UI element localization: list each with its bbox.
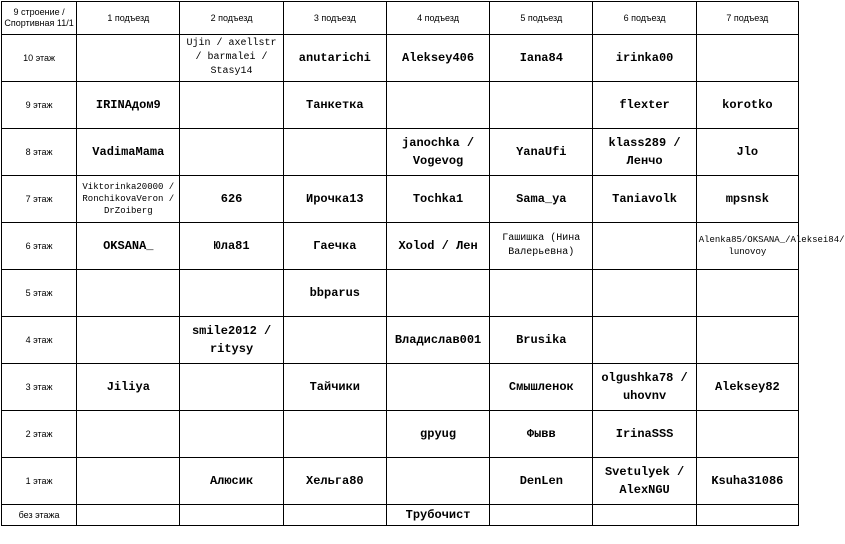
floor-label: 1 этаж <box>2 458 77 505</box>
floor-label: 2 этаж <box>2 411 77 458</box>
resident-cell <box>180 129 283 176</box>
entrance-header-6: 6 подъезд <box>593 2 696 35</box>
resident-cell <box>283 317 386 364</box>
floor-row <box>2 270 799 317</box>
corner-header: 9 строение / Спортивная 11/1 <box>2 2 77 35</box>
resident-cell: Aleksey406 <box>386 35 489 82</box>
resident-cell <box>386 82 489 129</box>
resident-cell: Трубочист <box>386 505 489 526</box>
resident-cell: IRINAдом9 <box>77 82 180 129</box>
resident-cell: Гаечка <box>283 223 386 270</box>
entrance-header-4: 4 подъезд <box>386 2 489 35</box>
resident-cell: Sama_ya <box>490 176 593 223</box>
resident-cell: anutarichi <box>283 35 386 82</box>
floor-label: 4 этаж <box>2 317 77 364</box>
floor-row <box>2 82 799 129</box>
resident-cell: Xolod / Лен <box>386 223 489 270</box>
resident-cell <box>593 505 696 526</box>
resident-cell: Владислав001 <box>386 317 489 364</box>
residents-table <box>1 1 845 526</box>
resident-cell <box>180 270 283 317</box>
resident-cell <box>490 505 593 526</box>
resident-cell: Тайчики <box>283 364 386 411</box>
floor-label: 10 этаж <box>2 35 77 82</box>
resident-cell <box>490 270 593 317</box>
resident-cell <box>283 505 386 526</box>
floor-row <box>2 35 799 82</box>
floor-row <box>2 223 799 270</box>
entrance-header-1: 1 подъезд <box>77 2 180 35</box>
resident-cell: Taniavolk <box>593 176 696 223</box>
resident-cell <box>77 458 180 505</box>
resident-cell: VadimaMama <box>77 129 180 176</box>
resident-cell: mpsnsk <box>696 176 798 223</box>
floor-label: 7 этаж <box>2 176 77 223</box>
resident-cell <box>77 411 180 458</box>
resident-cell: Смышленок <box>490 364 593 411</box>
resident-cell: Iana84 <box>490 35 593 82</box>
floor-label: без этажа <box>2 505 77 526</box>
resident-cell <box>386 364 489 411</box>
resident-cell <box>77 270 180 317</box>
floor-label: 6 этаж <box>2 223 77 270</box>
resident-cell: Ирочка13 <box>283 176 386 223</box>
floor-row <box>2 176 799 223</box>
resident-cell <box>77 317 180 364</box>
resident-cell: YanaUfi <box>490 129 593 176</box>
resident-cell: Ksuha31086 <box>696 458 798 505</box>
entrance-header-5: 5 подъезд <box>490 2 593 35</box>
resident-cell <box>593 317 696 364</box>
floor-row <box>2 505 799 526</box>
resident-cell: korotko <box>696 82 798 129</box>
resident-cell: flexter <box>593 82 696 129</box>
floor-label: 9 этаж <box>2 82 77 129</box>
resident-cell: olgushka78 / uhovnv <box>593 364 696 411</box>
resident-cell <box>180 364 283 411</box>
resident-cell <box>386 458 489 505</box>
resident-cell: Ujin / axellstr / barmalei / Stasy14 <box>180 35 283 82</box>
resident-cell <box>696 270 798 317</box>
resident-cell <box>696 505 798 526</box>
resident-cell <box>283 411 386 458</box>
resident-cell <box>180 411 283 458</box>
resident-cell <box>77 505 180 526</box>
floor-row <box>2 129 799 176</box>
resident-cell: Tochka1 <box>386 176 489 223</box>
floor-row <box>2 364 799 411</box>
resident-cell: irinka00 <box>593 35 696 82</box>
floor-label: 5 этаж <box>2 270 77 317</box>
resident-cell: 626 <box>180 176 283 223</box>
resident-cell <box>386 270 489 317</box>
resident-cell <box>696 411 798 458</box>
resident-cell: DenLen <box>490 458 593 505</box>
entrance-header-3: 3 подъезд <box>283 2 386 35</box>
resident-cell <box>490 82 593 129</box>
resident-cell <box>593 223 696 270</box>
resident-cell: bbparus <box>283 270 386 317</box>
resident-cell: Гашишка (Нина Валерьевна) <box>490 223 593 270</box>
resident-cell: gpyug <box>386 411 489 458</box>
resident-cell: Aleksey82 <box>696 364 798 411</box>
resident-cell <box>593 270 696 317</box>
resident-cell <box>77 35 180 82</box>
resident-cell: Алюсик <box>180 458 283 505</box>
floor-row <box>2 317 799 364</box>
resident-cell: Viktorinka20000 / RonchikovaVeron / DrZoiberg <box>77 176 180 223</box>
floor-row <box>2 458 799 505</box>
floor-label: 3 этаж <box>2 364 77 411</box>
resident-cell <box>283 129 386 176</box>
resident-cell: OKSANA_ <box>77 223 180 270</box>
resident-cell: smile2012 / ritysy <box>180 317 283 364</box>
floor-label: 8 этаж <box>2 129 77 176</box>
resident-cell <box>180 82 283 129</box>
entrance-header-2: 2 подъезд <box>180 2 283 35</box>
resident-cell: Brusika <box>490 317 593 364</box>
resident-cell: Хельга80 <box>283 458 386 505</box>
header-row <box>2 2 799 35</box>
resident-cell: klass289 / Ленчо <box>593 129 696 176</box>
resident-cell: Фывв <box>490 411 593 458</box>
resident-cell <box>696 35 798 82</box>
resident-cell: Jlo <box>696 129 798 176</box>
resident-cell <box>696 317 798 364</box>
resident-cell: Alenka85/OKSANA_/Aleksei84/ lunovoy <box>696 223 798 270</box>
entrance-header-7: 7 подъезд <box>696 2 798 35</box>
floor-row <box>2 411 799 458</box>
resident-cell: Танкетка <box>283 82 386 129</box>
resident-cell <box>180 505 283 526</box>
resident-cell: IrinaSSS <box>593 411 696 458</box>
resident-cell: janochka / Vogevog <box>386 129 489 176</box>
resident-cell: Svetulyek / AlexNGU <box>593 458 696 505</box>
resident-cell: Jiliya <box>77 364 180 411</box>
resident-cell: Юла81 <box>180 223 283 270</box>
